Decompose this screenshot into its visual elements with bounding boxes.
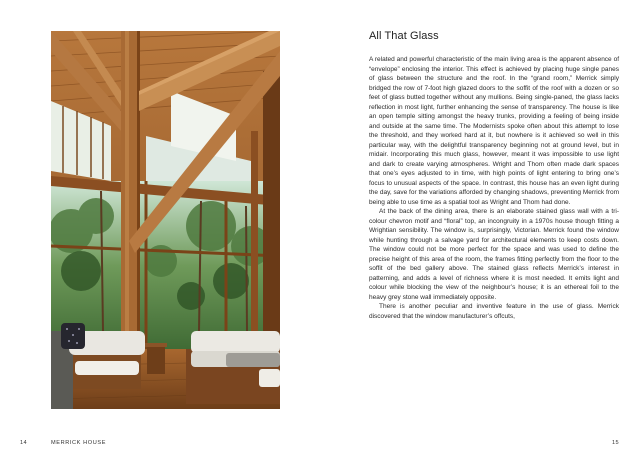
paragraph-1: A related and powerful characteristic of the main living area is the apparent absence of “envelope” enclosing the interior. This effect is achieved by placing huge single panes of glass between the structure and the roof. In the “grand room,” Merrick simply bridged the row of 7-foot high glazed doors to the soffit of the roof with a dozen or so feet of glass butted together without any mullions. Being single-paned, the glass lacks reflection in most light, further enhancing the sense of transparency. The house is like an open temple sitting amongst the heavy trunks, providing a feeling of being inside and outside at the same time. The Modernists spoke often about this attempt to lose the threshold, and they worked hard at it, but nowhere is it achieved so well in this particular way, with the delightful transparency beginning not at ground level, but in midair. Incorporating this much glass, however, meant it was impossible to use light and dark to create varying atmospheres. Wright and Thom often made dark spaces that one’s eyes adjusted to in time, with high points of light entering to bring one’s focus to unusual aspects of the space. In contrast, this house has an even light during the day, save for the variations afforded by changing shadows, preventing Merrick from being able to use time as a spatial tool as Wright and Thom had done. [369,56,619,206]
running-head: MERRICK HOUSE [51,440,107,446]
article-body [369,55,619,321]
article [369,30,619,321]
article-title: All That Glass [369,30,439,42]
living-room-photo-illustration [51,31,280,409]
paragraph-2: At the back of the dining area, there is an elaborate stained glass wall with a tri-colour chevron motif and “floral” top, an incongruity in a 1970s house though fitting a Wrightian sensibility. The window is, surprisingly, Victorian. Merrick found the window while hunting through a salvage yard for architectural elements to keep costs down. The window could not be more perfect for the space and was used to define the precise height of this area of the room, the frames fitting perfectly from the floor to the soffit of the bed gallery above. The stained glass reflects Merrick’s interest in patterning, and adds a level of richness where it is most needed. It emits light and colour while blocking the view of the neighbour’s house; it is an ethereal foil to the heavy grey stone wall immediately opposite. [369,208,619,301]
paragraph-3: There is another peculiar and inventive feature in the use of glass. Merrick discovered that the window manufacturer’s offcuts, [369,303,619,320]
left-page-number: 14 [20,440,28,446]
right-page-number: 15 [612,440,620,446]
interior-photo [51,31,280,409]
